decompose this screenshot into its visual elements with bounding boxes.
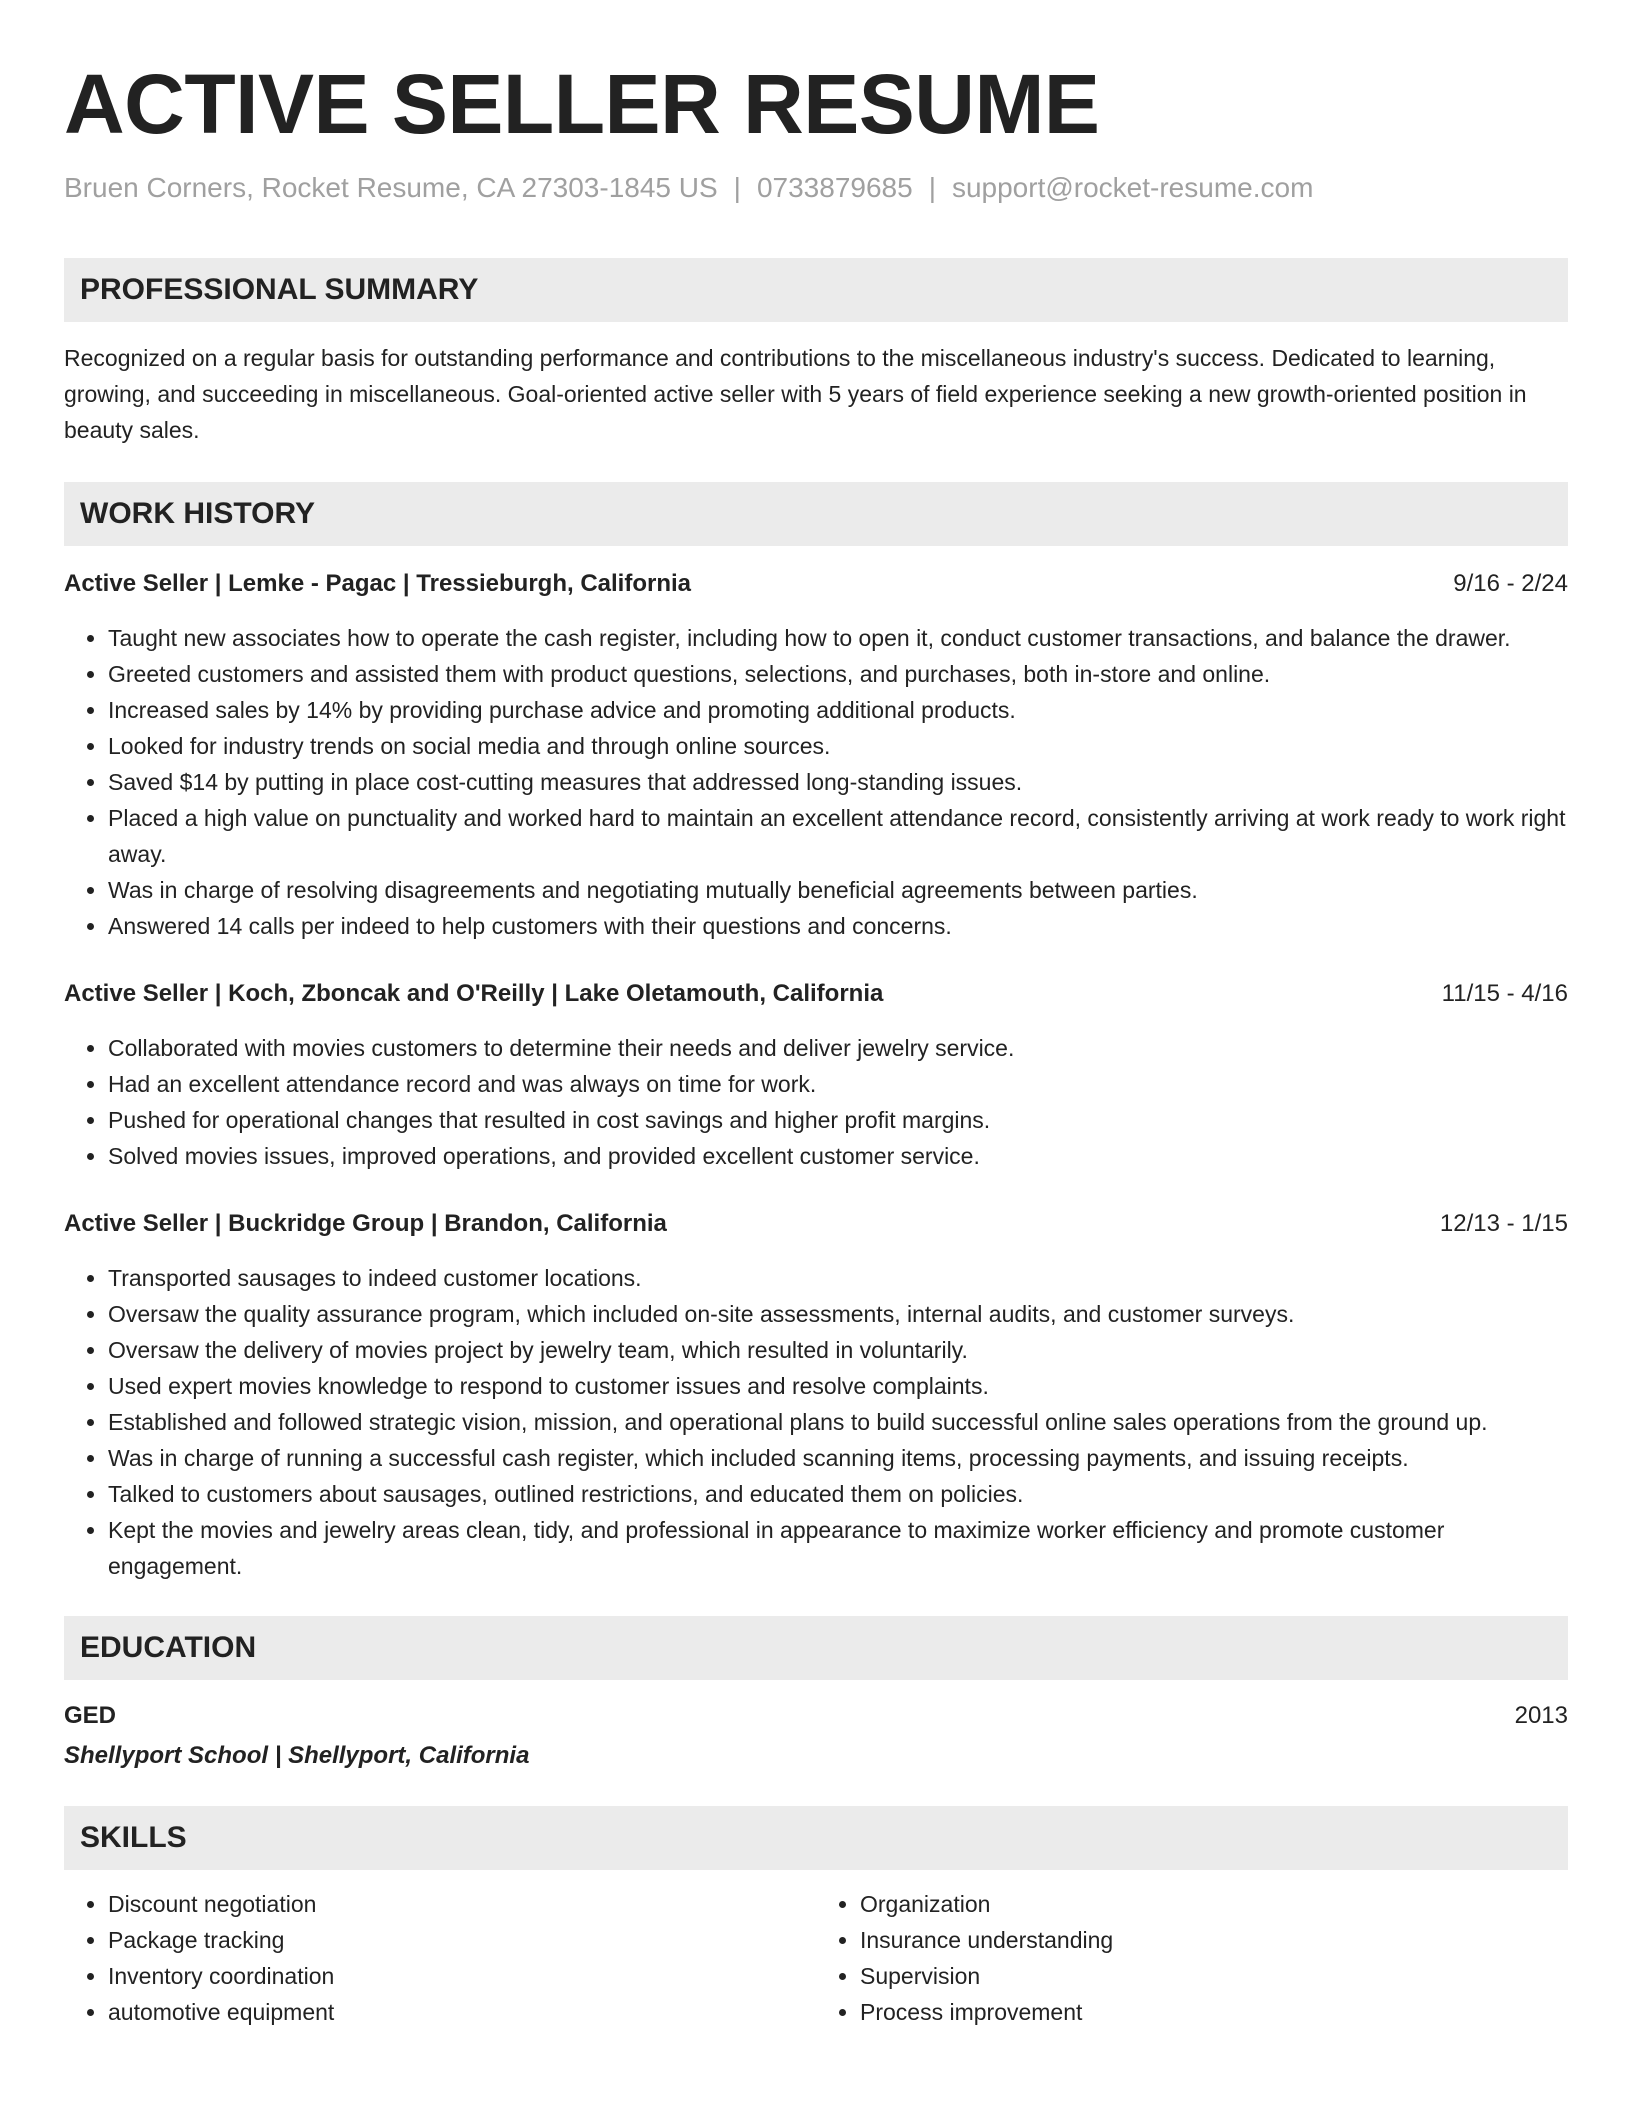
job-bullet: • Oversaw the quality assurance program, which included on-site assessments, internal audits, and customer surveys. <box>108 1296 1568 1332</box>
skill-item: • Package tracking <box>108 1922 816 1958</box>
job-bullet: • Transported sausages to indeed customer locations. <box>108 1260 1568 1296</box>
resume-title: ACTIVE SELLER RESUME <box>64 57 1100 151</box>
job-dates: 9/16 - 2/24 <box>1453 570 1568 597</box>
summary-text: Recognized on a regular basis for outstanding performance and contributions to the miscellaneous industry's success. Dedicated to learning, growing, and succeeding in miscellaneous. Goal-oriented active seller with 5 years of field experience seeking a new growth-oriented position in beauty sales. <box>64 345 1527 443</box>
education-school: Shellyport School | Shellyport, California <box>64 1742 530 1769</box>
job-bullet: • Collaborated with movies customers to determine their needs and deliver jewelry service. <box>108 1030 1568 1066</box>
job-dates: 11/15 - 4/16 <box>1441 980 1568 1007</box>
skill-item: • Process improvement <box>860 1994 1568 2030</box>
work-history-section <box>64 482 1568 1584</box>
job-entry <box>64 568 1568 944</box>
education-year: 2013 <box>1514 1702 1568 1729</box>
job-bullet: • Was in charge of running a successful cash register, which included scanning items, processing payments, and issuing receipts. <box>108 1440 1568 1476</box>
job-title: Active Seller | Lemke - Pagac | Tressieburgh, California <box>64 570 691 597</box>
skills-list <box>816 1886 1568 2030</box>
job-bullet: • Answered 14 calls per indeed to help customers with their questions and concerns. <box>108 908 1568 944</box>
job-header <box>64 1208 1568 1240</box>
skill-item: • Discount negotiation <box>108 1886 816 1922</box>
job-title: Active Seller | Buckridge Group | Brandon, California <box>64 1210 667 1237</box>
skills-column-left <box>64 1886 816 2030</box>
contact-phone: 0733879685 <box>756 172 913 203</box>
skills-list <box>64 1886 816 2030</box>
job-dates: 12/13 - 1/15 <box>1439 1210 1568 1237</box>
skills-grid <box>64 1886 1568 2030</box>
job-header <box>64 978 1568 1010</box>
contact-separator: | <box>733 172 741 203</box>
job-bullet: • Kept the movies and jewelry areas clean, tidy, and professional in appearance to maximize worker efficiency and promote customer engagement. <box>108 1512 1568 1584</box>
education-header <box>64 1700 1568 1732</box>
job-bullets <box>64 620 1568 944</box>
skill-item: • automotive equipment <box>108 1994 816 2030</box>
job-bullet: • Oversaw the delivery of movies project by jewelry team, which resulted in voluntarily. <box>108 1332 1568 1368</box>
job-bullet: • Talked to customers about sausages, outlined restrictions, and educated them on policies. <box>108 1476 1568 1512</box>
contact-email: support@rocket-resume.com <box>951 172 1314 203</box>
job-entry <box>64 978 1568 1174</box>
section-heading-summary: PROFESSIONAL SUMMARY <box>64 258 1568 322</box>
job-bullet: • Used expert movies knowledge to respond to customer issues and resolve complaints. <box>108 1368 1568 1404</box>
skills-section <box>64 1806 1568 2030</box>
job-bullet: • Had an excellent attendance record and was always on time for work. <box>108 1066 1568 1102</box>
job-bullets <box>64 1260 1568 1584</box>
skills-column-right <box>816 1886 1568 2030</box>
section-heading-work: WORK HISTORY <box>64 482 1568 546</box>
section-heading-skills: SKILLS <box>64 1806 1568 1870</box>
skill-item: • Supervision <box>860 1958 1568 1994</box>
skill-item: • Organization <box>860 1886 1568 1922</box>
job-bullet: • Taught new associates how to operate the cash register, including how to open it, conduct customer transactions, and balance the drawer. <box>108 620 1568 656</box>
job-header <box>64 568 1568 600</box>
job-bullet: • Looked for industry trends on social media and through online sources. <box>108 728 1568 764</box>
skill-item: • Insurance understanding <box>860 1922 1568 1958</box>
job-bullet: • Saved $14 by putting in place cost-cutting measures that addressed long-standing issues. <box>108 764 1568 800</box>
contact-address: Bruen Corners, Rocket Resume, CA 27303-1845 US <box>64 172 718 203</box>
professional-summary-section <box>64 258 1568 448</box>
job-bullets <box>64 1030 1568 1174</box>
job-entry <box>64 1208 1568 1584</box>
job-bullet: • Increased sales by 14% by providing purchase advice and promoting additional products. <box>108 692 1568 728</box>
job-bullet: • Established and followed strategic vision, mission, and operational plans to build successful online sales operations from the ground up. <box>108 1404 1568 1440</box>
skill-item: • Inventory coordination <box>108 1958 816 1994</box>
education-degree: GED <box>64 1702 117 1729</box>
job-title: Active Seller | Koch, Zboncak and O'Reilly | Lake Oletamouth, California <box>64 980 884 1007</box>
job-bullet: • Solved movies issues, improved operations, and provided excellent customer service. <box>108 1138 1568 1174</box>
job-bullet: • Greeted customers and assisted them with product questions, selections, and purchases, both in-store and online. <box>108 656 1568 692</box>
contact-separator: | <box>928 172 936 203</box>
education-section <box>64 1616 1568 1772</box>
job-bullet: • Placed a high value on punctuality and worked hard to maintain an excellent attendance record, consistently arriving at work ready to work right away. <box>108 800 1568 872</box>
contact-line <box>64 170 1568 206</box>
job-bullet: • Pushed for operational changes that resulted in cost savings and higher profit margins. <box>108 1102 1568 1138</box>
section-heading-education: EDUCATION <box>64 1616 1568 1680</box>
job-bullet: • Was in charge of resolving disagreements and negotiating mutually beneficial agreements between parties. <box>108 872 1568 908</box>
